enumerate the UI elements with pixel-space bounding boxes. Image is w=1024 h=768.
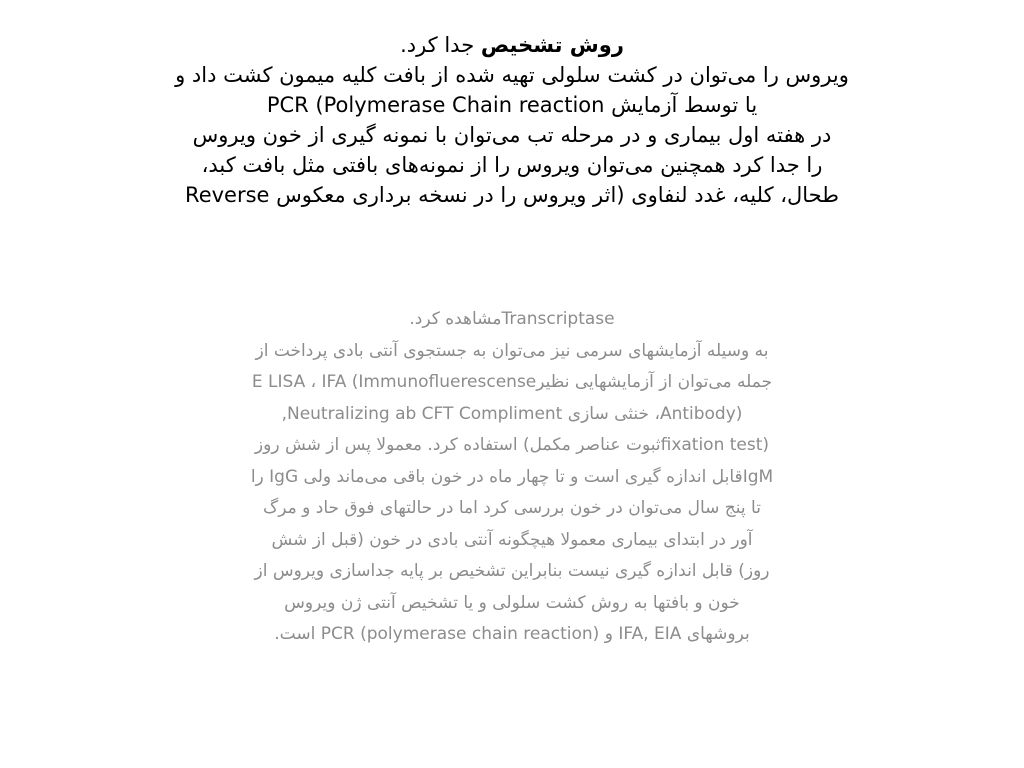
main-line: طحال، کلیه، غدد لنفاوی (اثر ویروس را در نسخه برداری معکوس Reverse (185, 183, 839, 207)
main-line: در هفته اول بیماری و در مرحله تب می‌توان با نمونه گیری از خون ویروس (192, 123, 832, 147)
secondary-line: بروشهای IFA, EIA و PCR (polymerase chain reaction) است. (274, 624, 750, 644)
secondary-line: (fixation testثبوت عناصر مکمل) استفاده کرد. معمولا پس از شش روز (254, 435, 770, 455)
secondary-line: خون و بافتها به روش کشت سلولی و یا تشخیص آنتی ژن ویروس (284, 592, 740, 613)
main-line: ویروس را می‌توان در کشت سلولی تهیه شده از بافت کلیه میمون کشت داد و (175, 63, 849, 87)
slide-title (40, 30, 984, 60)
secondary-line: به وسیله آزمایشهای سرمی نیز می‌توان به جستجوی آنتی بادی پرداخت از (255, 340, 769, 361)
secondary-line: روز) قابل اندازه گیری نیست بنابراین تشخیص بر پایه جداسازی ویروس از (254, 561, 770, 581)
title-bold: روش تشخیص (480, 33, 624, 57)
secondary-line: آور در ابتدای بیماری معمولا هیچگونه آنتی بادی در خون (قبل از شش (271, 529, 753, 550)
title-rest: جدا کرد. (400, 33, 481, 57)
main-text-block (40, 30, 984, 210)
secondary-line: (Antibody، خنثی سازی Neutralizing ab CFT Compliment, (281, 403, 743, 424)
secondary-text-block (150, 304, 874, 651)
secondary-line: تا پنج سال می‌توان در خون بررسی کرد اما در حالتهای فوق حاد و مرگ (263, 498, 761, 518)
secondary-line: Transcriptaseمشاهده کرد. (409, 309, 615, 329)
main-line: را جدا کرد همچنین می‌توان ویروس را از نمونه‌های بافتی مثل بافت کبد، (201, 153, 823, 177)
secondary-line: جمله می‌توان از آزمایشهایی نظیرE LISA ، IFA (Immunofluerescense (251, 372, 773, 392)
main-line: یا توسط آزمایش PCR (Polymerase Chain reaction (266, 93, 758, 117)
secondary-line: IgMقابل اندازه گیری است و تا چهار ماه در خون باقی می‌ماند ولی IgG را (250, 466, 774, 487)
